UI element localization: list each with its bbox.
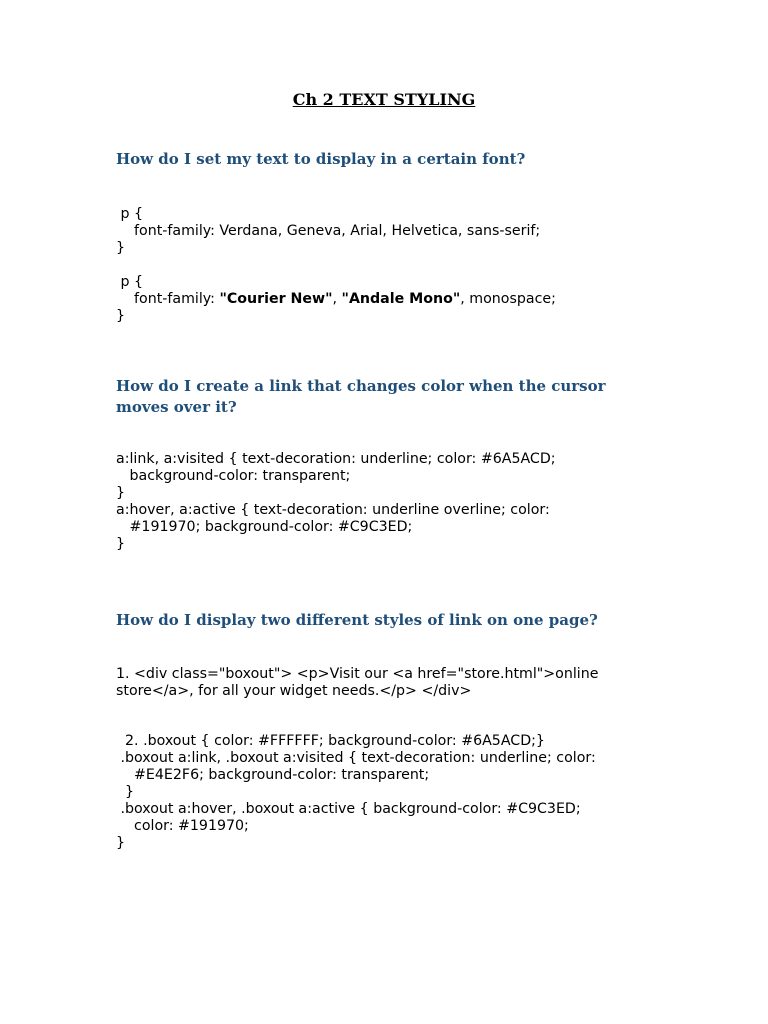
code-line: } (116, 784, 135, 800)
code-line: } (116, 835, 126, 851)
code-line: #E4E2F6; background-color: transparent; (116, 767, 430, 783)
code-line: font-family: Verdana, Geneva, Arial, Helvetica, sans-serif; (116, 223, 541, 239)
code-line: } (116, 536, 126, 552)
code-text: , (332, 291, 342, 307)
question-two-styles: How do I display two different styles of link on one page? (116, 611, 598, 629)
page-title: Ch 2 TEXT STYLING (292, 90, 476, 109)
code-text: , monospace; (460, 291, 556, 307)
question-font: How do I set my text to display in a certain font? (116, 150, 526, 168)
question-link-hover: How do I create a link that changes color when the cursor moves over it? (116, 377, 606, 416)
code-string-courier: "Courier New" (219, 291, 333, 307)
code-line: 2. .boxout { color: #FFFFFF; background-color: #6A5ACD;} (116, 733, 545, 749)
code-text: font-family: (116, 291, 220, 307)
code-line: a:link, a:visited { text-decoration: underline; color: #6A5ACD; (116, 451, 556, 467)
code-line: a:hover, a:active { text-decoration: underline overline; color: (116, 502, 550, 518)
code-line: #191970; background-color: #C9C3ED; (116, 519, 413, 535)
code-line: } (116, 485, 126, 501)
code-line: .boxout a:hover, .boxout a:active { background-color: #C9C3ED; (116, 801, 581, 817)
code-string-andale: "Andale Mono" (341, 291, 461, 307)
code-line: background-color: transparent; (116, 468, 351, 484)
code-line: 1. <div class="boxout"> <p>Visit our <a href="store.html">online (116, 666, 599, 682)
code-line: p { (116, 206, 144, 222)
code-line: .boxout a:link, .boxout a:visited { text-decoration: underline; color: (116, 750, 596, 766)
code-line: color: #191970; (116, 818, 249, 834)
code-line: } (116, 240, 126, 256)
code-line: p { (116, 274, 144, 290)
code-line: store</a>, for all your widget needs.</p> </div> (116, 683, 472, 699)
code-line-mixed (116, 291, 556, 308)
code-line: } (116, 308, 126, 324)
